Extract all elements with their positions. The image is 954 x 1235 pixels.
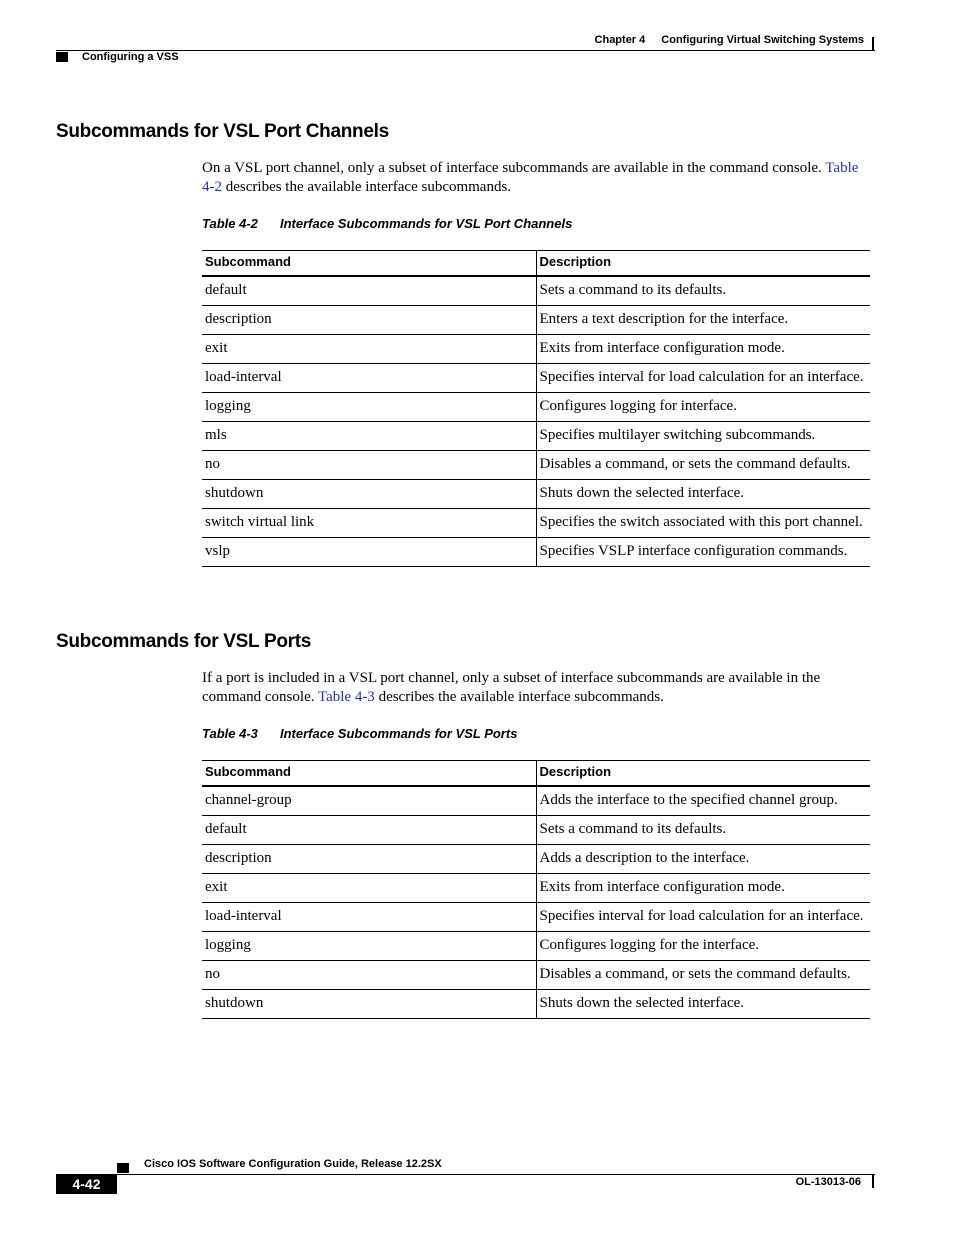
footer-vertical-bar [872, 1175, 874, 1188]
description-cell: Configures logging for the interface. [536, 932, 870, 961]
description-cell: Shuts down the selected interface. [536, 990, 870, 1019]
section-heading-ports: Subcommands for VSL Ports [56, 631, 312, 652]
section-intro-ports [202, 669, 874, 707]
description-cell: Configures logging for interface. [536, 393, 870, 422]
table-row [202, 364, 870, 393]
subcommand-cell: shutdown [202, 480, 536, 509]
description-cell: Specifies VSLP interface configuration commands. [536, 538, 870, 567]
page-number: 4-42 [56, 1174, 117, 1194]
description-cell: Disables a command, or sets the command defaults. [536, 961, 870, 990]
subcommand-cell: switch virtual link [202, 509, 536, 538]
table-row [202, 276, 870, 306]
description-cell: Sets a command to its defaults. [536, 816, 870, 845]
running-header-section: Configuring a VSS [82, 51, 179, 63]
table-caption-number: Table 4-3 [202, 726, 258, 741]
table-row [202, 422, 870, 451]
table-row [202, 335, 870, 364]
footer-rule [56, 1174, 875, 1175]
description-cell: Specifies interval for load calculation for an interface. [536, 903, 870, 932]
table-header-row [202, 761, 870, 787]
section-heading-port-channels: Subcommands for VSL Port Channels [56, 121, 389, 142]
subcommand-cell: load-interval [202, 364, 536, 393]
description-cell: Exits from interface configuration mode. [536, 874, 870, 903]
table-row [202, 961, 870, 990]
table-row [202, 903, 870, 932]
table-header-row [202, 251, 870, 277]
column-header-description: Description [536, 761, 870, 787]
table-row [202, 306, 870, 335]
subcommand-cell: exit [202, 874, 536, 903]
table-caption-4-3 [202, 726, 517, 741]
header-rule [56, 50, 875, 51]
subcommand-cell: load-interval [202, 903, 536, 932]
subcommand-cell: exit [202, 335, 536, 364]
description-cell: Sets a command to its defaults. [536, 276, 870, 306]
description-cell: Enters a text description for the interface. [536, 306, 870, 335]
column-header-subcommand: Subcommand [202, 251, 536, 277]
table-row [202, 932, 870, 961]
header-marker [56, 52, 68, 62]
table-row [202, 845, 870, 874]
chapter-number: Chapter 4 [594, 34, 646, 46]
intro-text: If a port is included in a VSL port channel, only a subset of interface subcommands are available in the command console. [202, 670, 821, 705]
table-row [202, 786, 870, 816]
table-row [202, 990, 870, 1019]
table-row [202, 451, 870, 480]
table-4-2-link[interactable]: Table 4-2 [202, 160, 859, 195]
subcommand-cell: logging [202, 393, 536, 422]
table-caption-title: Interface Subcommands for VSL Port Channels [280, 216, 573, 231]
subcommand-cell: logging [202, 932, 536, 961]
description-cell: Adds a description to the interface. [536, 845, 870, 874]
table-caption-4-2 [202, 216, 572, 231]
footer-marker [117, 1163, 129, 1173]
header-vertical-bar [872, 37, 874, 50]
footer-guide-title: Cisco IOS Software Configuration Guide, Release 12.2SX [144, 1158, 442, 1170]
table-4-3-link[interactable]: Table 4-3 [317, 689, 375, 705]
description-cell: Specifies interval for load calculation for an interface. [536, 364, 870, 393]
description-cell: Adds the interface to the specified channel group. [536, 786, 870, 816]
subcommand-cell: default [202, 816, 536, 845]
table-row [202, 509, 870, 538]
column-header-description: Description [536, 251, 870, 277]
subcommand-cell: no [202, 451, 536, 480]
subcommand-cell: no [202, 961, 536, 990]
subcommand-cell: description [202, 845, 536, 874]
table-row [202, 874, 870, 903]
subcommands-table-ports [202, 760, 870, 1019]
document-number: OL-13013-06 [795, 1176, 861, 1188]
description-cell: Shuts down the selected interface. [536, 480, 870, 509]
section-intro-port-channels [202, 159, 874, 197]
table-caption-number: Table 4-2 [202, 216, 258, 231]
subcommand-cell: vslp [202, 538, 536, 567]
table-row [202, 816, 870, 845]
chapter-title: Configuring Virtual Switching Systems [661, 34, 864, 46]
subcommand-cell: description [202, 306, 536, 335]
description-cell: Disables a command, or sets the command defaults. [536, 451, 870, 480]
subcommands-table-port-channels [202, 250, 870, 567]
table-row [202, 393, 870, 422]
running-header-chapter [560, 34, 864, 46]
subcommand-cell: default [202, 276, 536, 306]
table-row [202, 480, 870, 509]
intro-text: On a VSL port channel, only a subset of interface subcommands are available in the command console. [202, 160, 822, 176]
description-cell: Exits from interface configuration mode. [536, 335, 870, 364]
intro-text-cont: describes the available interface subcommands. [225, 179, 512, 195]
intro-text-cont: describes the available interface subcommands. [378, 689, 664, 705]
subcommand-cell: shutdown [202, 990, 536, 1019]
subcommand-cell: mls [202, 422, 536, 451]
subcommand-cell: channel-group [202, 786, 536, 816]
table-caption-title: Interface Subcommands for VSL Ports [280, 726, 518, 741]
description-cell: Specifies the switch associated with this port channel. [536, 509, 870, 538]
description-cell: Specifies multilayer switching subcommands. [536, 422, 870, 451]
table-row [202, 538, 870, 567]
column-header-subcommand: Subcommand [202, 761, 536, 787]
